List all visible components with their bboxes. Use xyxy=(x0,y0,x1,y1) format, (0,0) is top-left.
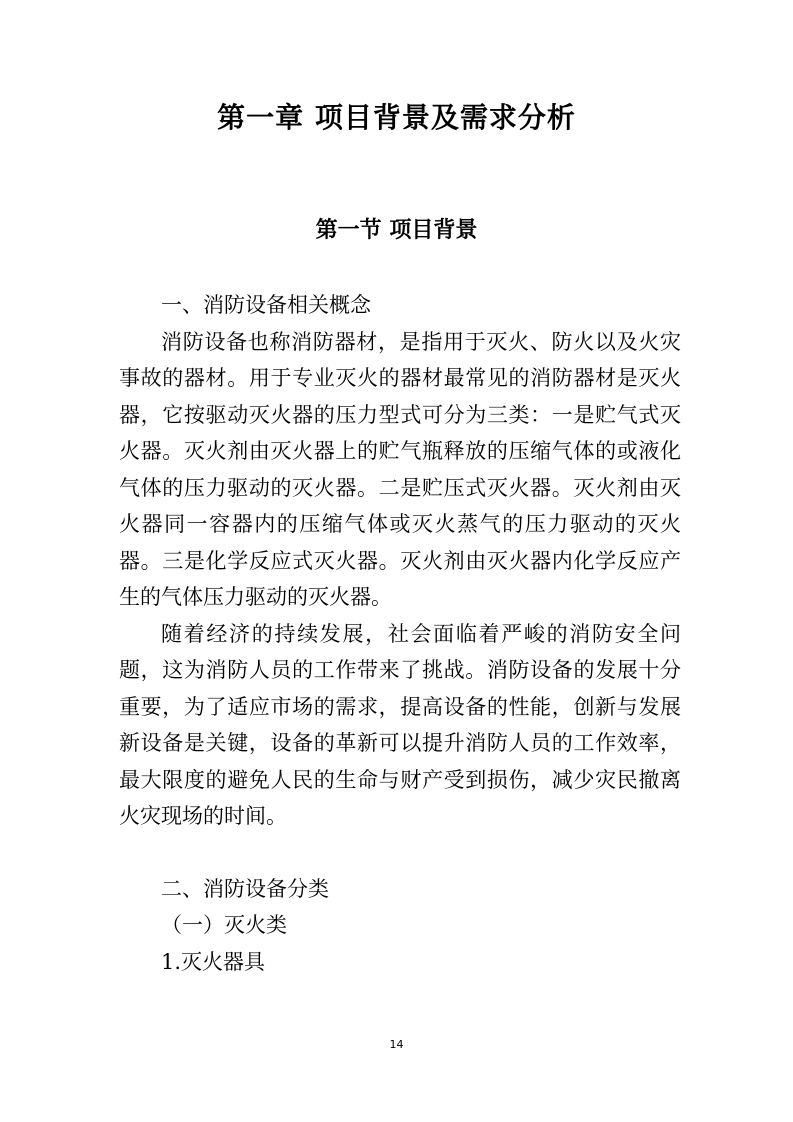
paragraph-fire-equipment-development: 随着经济的持续发展，社会面临着严峻的消防安全问题，这为消防人员的工作带来了挑战。消防设备的发展十分重要，为了适应市场的需求，提高设备的性能，创新与发展新设备是关键，设备的革新可以提升消防人员的工作效率，最大限度的避免人民的生命与财产受到损伤，减少灾民撤离火灾现场的时间。 xyxy=(119,621,681,828)
subheading-extinguishing-category: （一）灭火类 xyxy=(161,913,287,937)
heading-fire-equipment-concepts: 一、消防设备相关概念 xyxy=(161,293,371,317)
list-item-extinguishing-tools: 1.灭火器具 xyxy=(161,949,266,974)
paragraph-fire-equipment-definition: 消防设备也称消防器材，是指用于灭火、防火以及火灾事故的器材。用于专业灭火的器材最常见的消防器材是灭火器，它按驱动灭火器的压力型式可分为三类：一是贮气式灭火器。灭火剂由灭火器上的贮气瓶释放的压缩气体的或液化气体的压力驱动的灭火器。二是贮压式灭火器。灭火剂由灭火器同一容器内的压缩气体或灭火蒸气的压力驱动的灭火器。三是化学反应式灭火器。灭火剂由灭火器内化学反应产生的气体压力驱动的灭火器。 xyxy=(119,329,681,609)
paragraph-gap xyxy=(119,835,681,871)
heading-fire-equipment-classification: 二、消防设备分类 xyxy=(161,876,329,901)
chapter-title: 第一章 项目背景及需求分析 xyxy=(217,101,576,134)
document-body xyxy=(119,287,681,980)
page-number: 14 xyxy=(389,1038,404,1051)
section-title: 第一节 项目背景 xyxy=(315,218,478,243)
